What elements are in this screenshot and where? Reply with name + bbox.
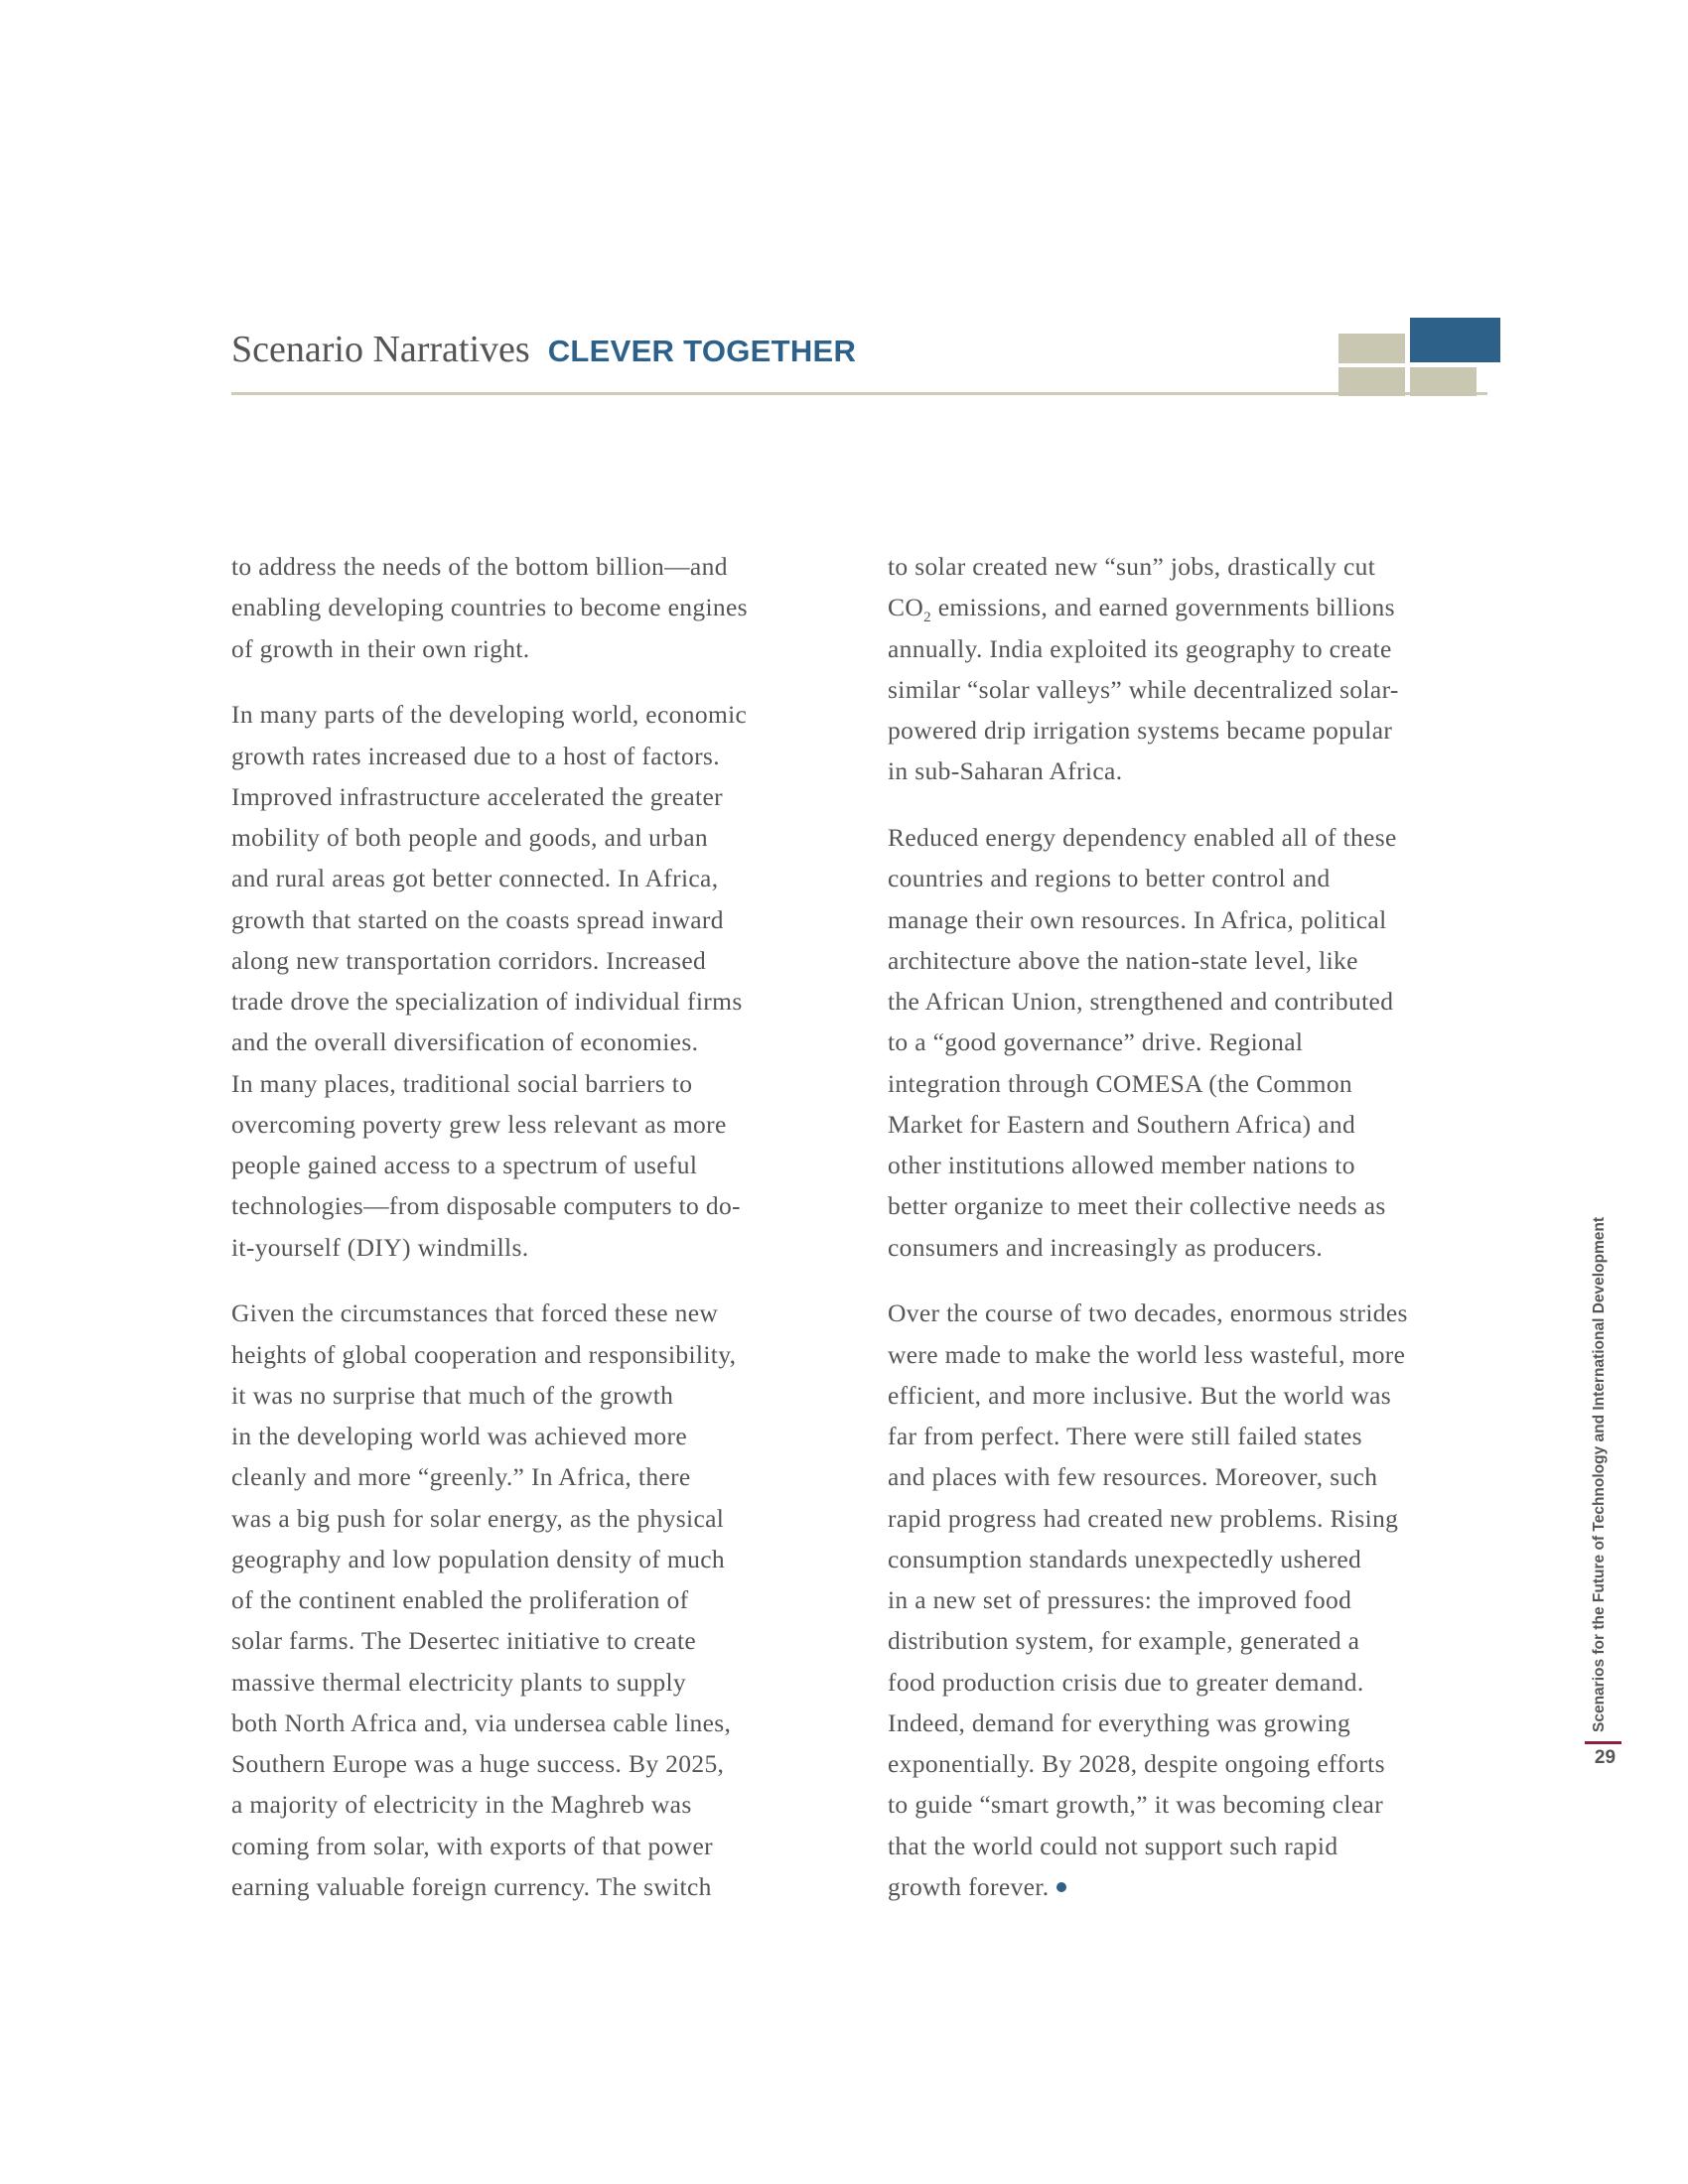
text-line: Southern Europe was a huge success. By 2025, — [231, 1749, 725, 1778]
text-line: to a “good governance” drive. Regional — [888, 1027, 1304, 1057]
right-column — [888, 546, 1523, 1933]
text-line: Market for Eastern and Southern Africa) and — [888, 1109, 1356, 1139]
co2-subscript: 2 — [923, 610, 931, 626]
text-line — [888, 1866, 1523, 1907]
end-of-article-bullet-icon — [1056, 1882, 1066, 1892]
tan-block-bottom-left — [1338, 367, 1405, 396]
text-line: mobility of both people and goods, and urban — [231, 823, 708, 852]
text-line: in sub-Saharan Africa. — [888, 756, 1123, 786]
text-line: powered drip irrigation systems became popular — [888, 716, 1393, 745]
text-line: food production crisis due to greater demand. — [888, 1667, 1364, 1697]
text-line: the African Union, strengthened and contributed — [888, 987, 1394, 1016]
text-line: architecture above the nation-state level, like — [888, 945, 1358, 975]
text-line: both North Africa and, via undersea cable lines, — [231, 1707, 732, 1737]
left-column — [231, 546, 867, 1933]
scenario-name: CLEVER TOGETHER — [547, 334, 857, 368]
text-line: of growth in their own right. — [231, 633, 530, 663]
text-line: geography and low population density of much — [231, 1544, 725, 1573]
blue-block-top-right — [1410, 318, 1500, 362]
publication-title-vertical: Scenarios for the Future of Technology and International Development — [1591, 1216, 1608, 1732]
text-line: to guide “smart growth,” it was becoming clear — [888, 1790, 1384, 1820]
text-line: people gained access to a spectrum of useful — [231, 1151, 698, 1179]
tan-block-bottom-right — [1410, 367, 1477, 396]
text-line: technologies—from disposable computers to do- — [231, 1191, 741, 1221]
text-line: exponentially. By 2028, despite ongoing efforts — [888, 1749, 1385, 1778]
text-line: manage their own resources. In Africa, political — [888, 904, 1387, 934]
text-fragment: growth forever. — [888, 1871, 1050, 1901]
text-line: integration through COMESA (the Common — [888, 1068, 1353, 1098]
text-line: overcoming poverty grew less relevant as more — [231, 1109, 727, 1139]
page-number-rule — [1585, 1741, 1621, 1744]
text-line: to address the needs of the bottom billion—and — [231, 552, 728, 581]
text-line: Indeed, demand for everything was growing — [888, 1707, 1351, 1737]
text-line: in a new set of pressures: the improved food — [888, 1585, 1352, 1614]
text-line: similar “solar valleys” while decentralized solar- — [888, 674, 1399, 704]
text-line: annually. India exploited its geography to create — [888, 633, 1392, 663]
text-line: in the developing world was achieved more — [231, 1422, 688, 1450]
text-line: trade drove the specialization of individual firms — [231, 987, 743, 1016]
co2-formula: CO — [888, 593, 924, 622]
text-line: growth that started on the coasts spread inward — [231, 904, 724, 934]
text-line: heights of global cooperation and responsibility, — [231, 1339, 737, 1369]
text-line: efficient, and more inclusive. But the world was — [888, 1380, 1392, 1410]
text-line: better organize to meet their collective needs as — [888, 1191, 1386, 1221]
text-fragment: emissions, and earned governments billions — [930, 593, 1395, 622]
text-line: and rural areas got better connected. In Africa, — [231, 864, 719, 893]
section-title: Scenario Narratives — [231, 329, 530, 370]
tan-block-top-left — [1338, 334, 1405, 363]
text-line: countries and regions to better control and — [888, 864, 1331, 893]
text-line: massive thermal electricity plants to supply — [231, 1667, 687, 1697]
page-number: 29 — [1594, 1747, 1617, 1768]
text-line: to solar created new “sun” jobs, drastically cut — [888, 552, 1376, 581]
paragraph — [231, 694, 867, 1268]
text-line: a majority of electricity in the Maghreb was — [231, 1790, 692, 1820]
text-line: was a big push for solar energy, as the physical — [231, 1503, 725, 1533]
text-line: were made to make the world less wasteful, more — [888, 1339, 1406, 1369]
text-line: along new transportation corridors. Increased — [231, 945, 707, 975]
text-line: cleanly and more “greenly.” In Africa, there — [231, 1462, 691, 1492]
paragraph — [888, 1293, 1523, 1907]
header-rule — [231, 392, 1487, 395]
text-line: earning valuable foreign currency. The switch — [231, 1871, 712, 1901]
text-line: In many parts of the developing world, economic — [231, 700, 748, 730]
text-line: Over the course of two decades, enormous strides — [888, 1298, 1408, 1328]
text-line: it was no surprise that much of the growth — [231, 1380, 674, 1410]
text-line: Improved infrastructure accelerated the greater — [231, 781, 723, 811]
text-line: far from perfect. There were still failed states — [888, 1422, 1362, 1450]
text-line: other institutions allowed member nations to — [888, 1151, 1355, 1179]
text-line: distribution system, for example, generated a — [888, 1626, 1360, 1656]
text-line: rapid progress had created new problems. Rising — [888, 1503, 1399, 1533]
text-line: of the continent enabled the proliferation of — [231, 1585, 689, 1614]
paragraph — [231, 546, 867, 669]
text-line: Reduced energy dependency enabled all of these — [888, 823, 1397, 852]
text-line: Given the circumstances that forced these new — [231, 1298, 719, 1328]
text-line: coming from solar, with exports of that power — [231, 1831, 713, 1860]
text-line: consumption standards unexpectedly ushered — [888, 1544, 1362, 1573]
paragraph — [231, 1293, 867, 1907]
text-line: consumers and increasingly as producers. — [888, 1232, 1324, 1262]
text-line: and the overall diversification of economies. — [231, 1027, 699, 1057]
paragraph — [888, 817, 1523, 1268]
text-line: it-yourself (DIY) windmills. — [231, 1232, 529, 1262]
page-header — [231, 328, 856, 371]
text-line: solar farms. The Desertec initiative to create — [231, 1626, 697, 1656]
text-line: growth rates increased due to a host of factors. — [231, 741, 720, 770]
paragraph — [888, 546, 1523, 792]
text-line: that the world could not support such rapid — [888, 1831, 1338, 1860]
text-line: enabling developing countries to become engines — [231, 593, 748, 622]
text-line: In many places, traditional social barriers to — [231, 1068, 693, 1098]
text-line: and places with few resources. Moreover, such — [888, 1462, 1378, 1492]
text-line — [888, 587, 1523, 627]
